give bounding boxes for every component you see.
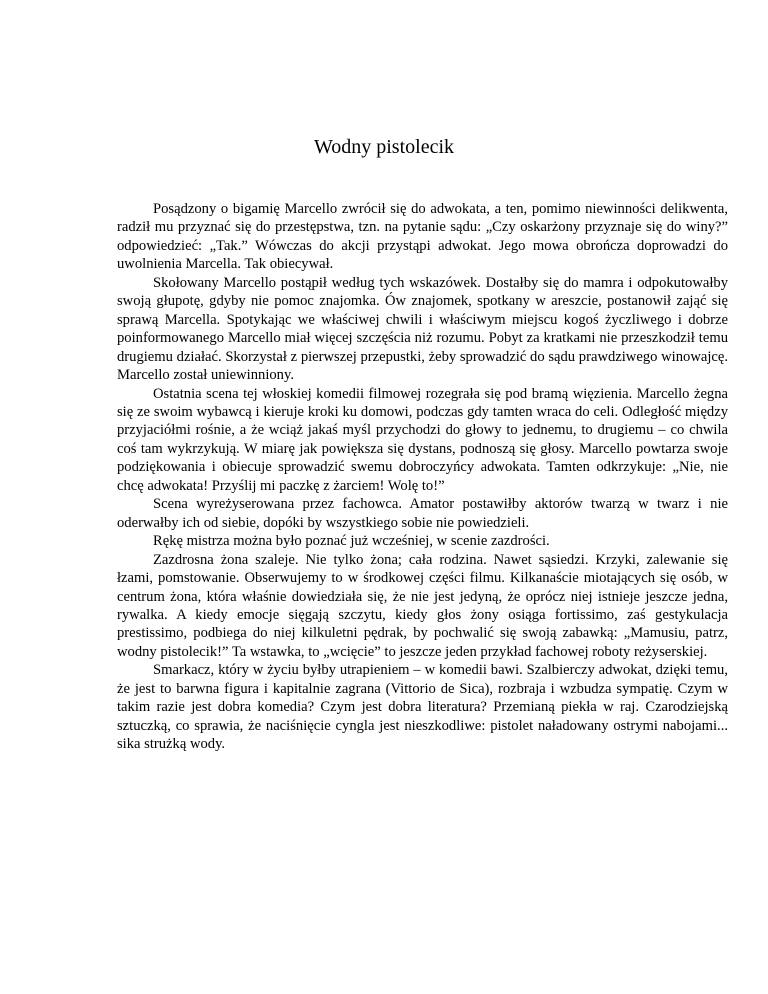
paragraph: Rękę mistrza można było poznać już wcześniej, w scenie zazdrości. (153, 533, 550, 550)
paragraph: Posądzony o bigamię Marcello zwrócił się do adwokata, a ten, pomimo niewinności delikwenta, radził mu przyznać się do przestępstwa, tzn. na pytanie sądu: „Czy oskarżony przyznaje się do winy?” odpowiedzieć: „Tak.” Wówczas do akcji przystąpi adwokat. Jego mowa obrończa doprowadzi do uwolnienia Marcella. Tak obiecywał. (117, 201, 728, 273)
paragraph: Ostatnia scena tej włoskiej komedii filmowej rozegrała się pod bramą więzienia. Marcello żegna się ze swoim wybawcą i kieruje kroki ku domowi, podczas gdy tamten wraca do celi. Odległość między przyjaciółmi rośnie, a że wciąż jakaś myśl przychodzi do głowy to jednemu, to drugiemu – co chwila coś tam wykrzykują. W miarę jak powiększa się dystans, podnoszą się głosy. Marcello powtarza swoje podziękowania i obiecuje sprowadzić swemu dobroczyńcy adwokata. Tamten odkrzykuje: „Nie, nie chcę adwokata! Przyślij mi paczkę z żarciem! Wolę to!” (117, 385, 728, 494)
paragraph: Zazdrosna żona szaleje. Nie tylko żona; cała rodzina. Nawet sąsiedzi. Krzyki, zalewanie się łzami, pomstowanie. Obserwujemy to w środkowej części filmu. Kilkanaście miotających się osób, w centrum żona, która właśnie dowiedziała się, że nie jest jedyną, że oprócz niej istnieje jeszcze jedna, rywalka. A kiedy emocje sięgają szczytu, kiedy głos żony osiąga fortissimo, zaś gestykulacja prestissimo, podbiega do niej kilkuletni pędrak, by pochwalić się swoją zabawką: „Mamusiu, patrz, wodny pistolecik!” Ta wstawka, to „wcięcie” to jeszcze jeden przykład fachowej roboty reżyserskiej. (117, 551, 728, 660)
document-body (117, 200, 728, 754)
paragraph: Skołowany Marcello postąpił według tych wskazówek. Dostałby się do mamra i odpokutowałby swoją głupotę, gdyby nie pomoc znajomka. Ów znajomek, spotkany w areszcie, postanowił zająć się sprawą Marcella. Spotykając we właściwej chwili i właściwym miejscu kogoś życzliwego i dobrze poinformowanego Marcello miał więcej szczęścia niż rozumu. Pobyt za kratkami nie przeszkodził temu drugiemu działać. Skorzystał z pierwszej przepustki, żeby sprowadzić do sądu prawdziwego winowajcę. Marcello został uniewinniony. (117, 274, 728, 384)
document-title: Wodny pistolecik (313, 136, 455, 158)
paragraph: Scena wyreżyserowana przez fachowca. Amator postawiłby aktorów twarzą w twarz i nie oderwałby ich od siebie, dopóki by wszystkiego sobie nie powiedzieli. (117, 496, 728, 531)
paragraph: Smarkacz, który w życiu byłby utrapieniem – w komedii bawi. Szalbierczy adwokat, dzięki temu, że jest to barwna figura i kapitalnie zagrana (Vittorio de Sica), rozbraja i wzbudza sympatię. Czym w takim razie jest dobra komedia? Czym jest dobra literatura? Przemianą piekła w raj. Czarodziejską sztuczką, co sprawia, że naciśnięcie cyngla jest nieszkodliwe: pistolet naładowany ostrymi nabojami... sika strużką wody. (117, 662, 728, 753)
